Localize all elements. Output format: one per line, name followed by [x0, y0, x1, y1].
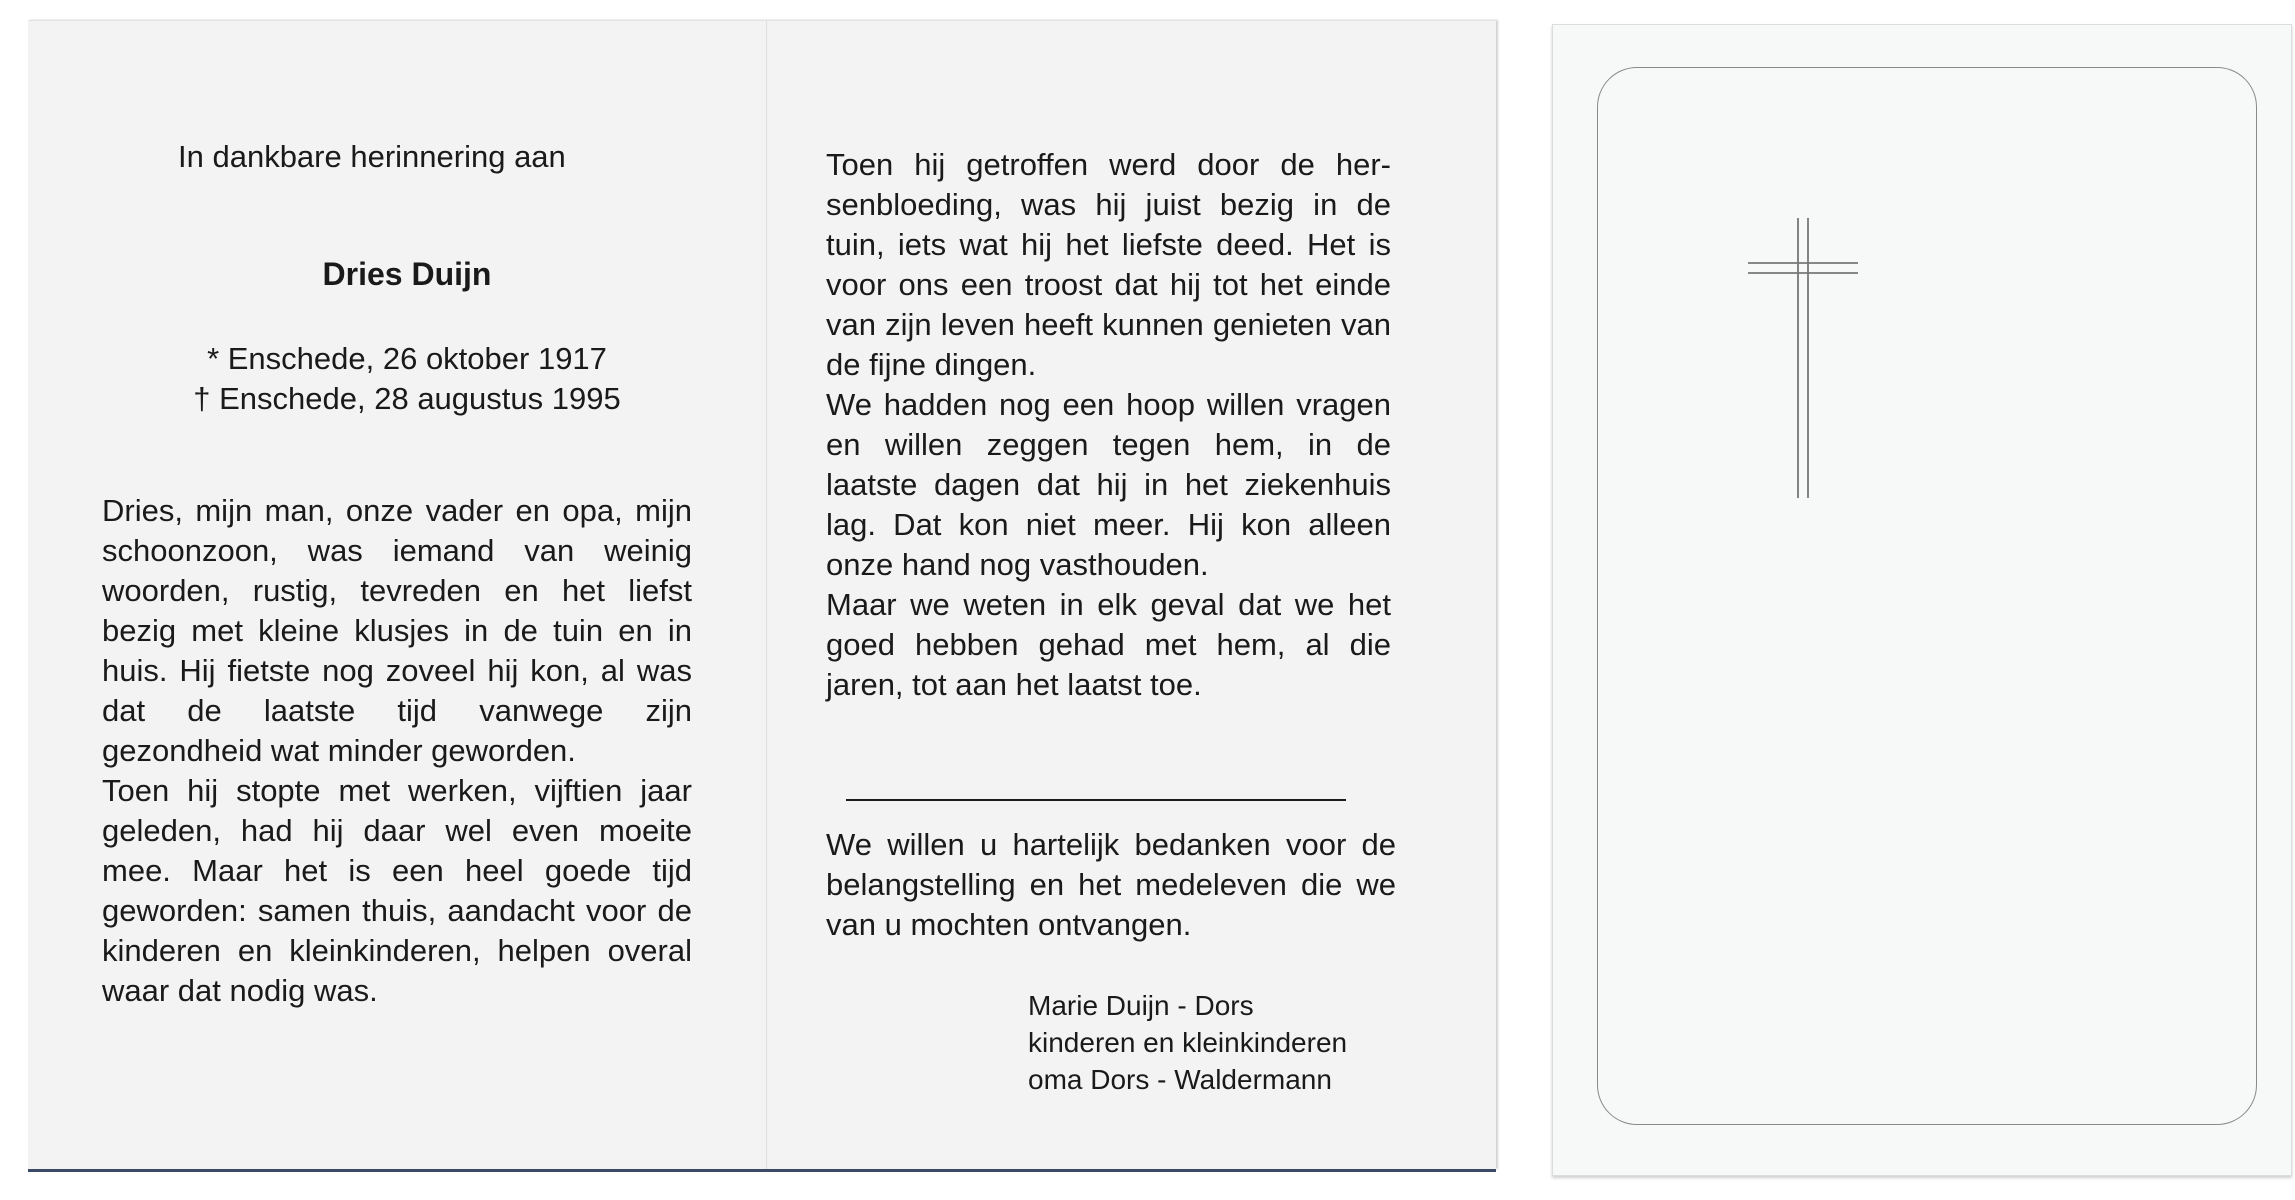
memorial-text-left — [102, 491, 692, 1011]
thanks-text: We willen u hartelijk bedanken voor de belangstelling en het medeleven die we van u mochten ontvangen. — [826, 827, 1396, 942]
memorial-paragraph: We hadden nog een hoop willen vragen en willen zeggen tegen hem, in de laatste dagen dat hij in het ziekenhuis lag. Dat kon niet meer. Hij kon alleen onze hand nog vasthouden. — [826, 387, 1391, 582]
deceased-name: Dries Duijn — [322, 256, 492, 292]
cross-icon — [1748, 218, 1858, 498]
memorial-paragraph: Maar we weten in elk geval dat we het goed hebben gehad met hem, al die jaren, tot aan het laatst toe. — [826, 587, 1391, 702]
signature-line: Marie Duijn - Dors — [1028, 990, 1254, 1021]
memorial-text-right — [826, 145, 1391, 705]
death-date: † Enschede, 28 augustus 1995 — [193, 381, 621, 416]
inside-right-page — [768, 21, 1496, 1169]
memorial-paragraph: Toen hij stopte met werken, vijftien jaar geleden, had hij daar wel even moeite mee. Maar het is een heel goede tijd geworden: samen thuis, aandacht voor de kinderen en kleinkinderen, helpen overal waar dat nodig was. — [102, 773, 692, 1008]
memorial-paragraph: Toen hij getroffen werd door de hersenbloeding, was hij juist bezig in de tuin, iets wat hij het liefste deed. Het is voor ons een troost dat hij tot het einde van zijn leven heeft kunnen genieten van de fijne dingen. — [826, 147, 1391, 382]
signature-line: kinderen en kleinkinderen — [1028, 1027, 1348, 1058]
memorial-paragraph: Dries, mijn man, onze vader en opa, mijn schoonzoon, was iemand van weinig woorden, rustig, tevreden en het liefst bezig met kleine klusjes in de tuin en in huis. Hij fietste nog zoveel hij kon, al was dat de laatste tijd vanwege zijn gezondheid wat minder geworden. — [102, 493, 692, 768]
dedication-heading: In dankbare herinnering aan — [178, 139, 566, 174]
birth-date: * Enschede, 26 oktober 1917 — [207, 341, 607, 376]
back-card — [1552, 24, 2292, 1176]
life-dates — [28, 339, 766, 419]
signature-line: oma Dors - Waldermann — [1028, 1064, 1332, 1095]
inside-card — [28, 20, 1496, 1169]
inside-left-page — [28, 21, 766, 1169]
back-card-frame — [1597, 67, 2257, 1125]
signatures — [1028, 987, 1347, 1098]
divider-line — [846, 799, 1346, 801]
